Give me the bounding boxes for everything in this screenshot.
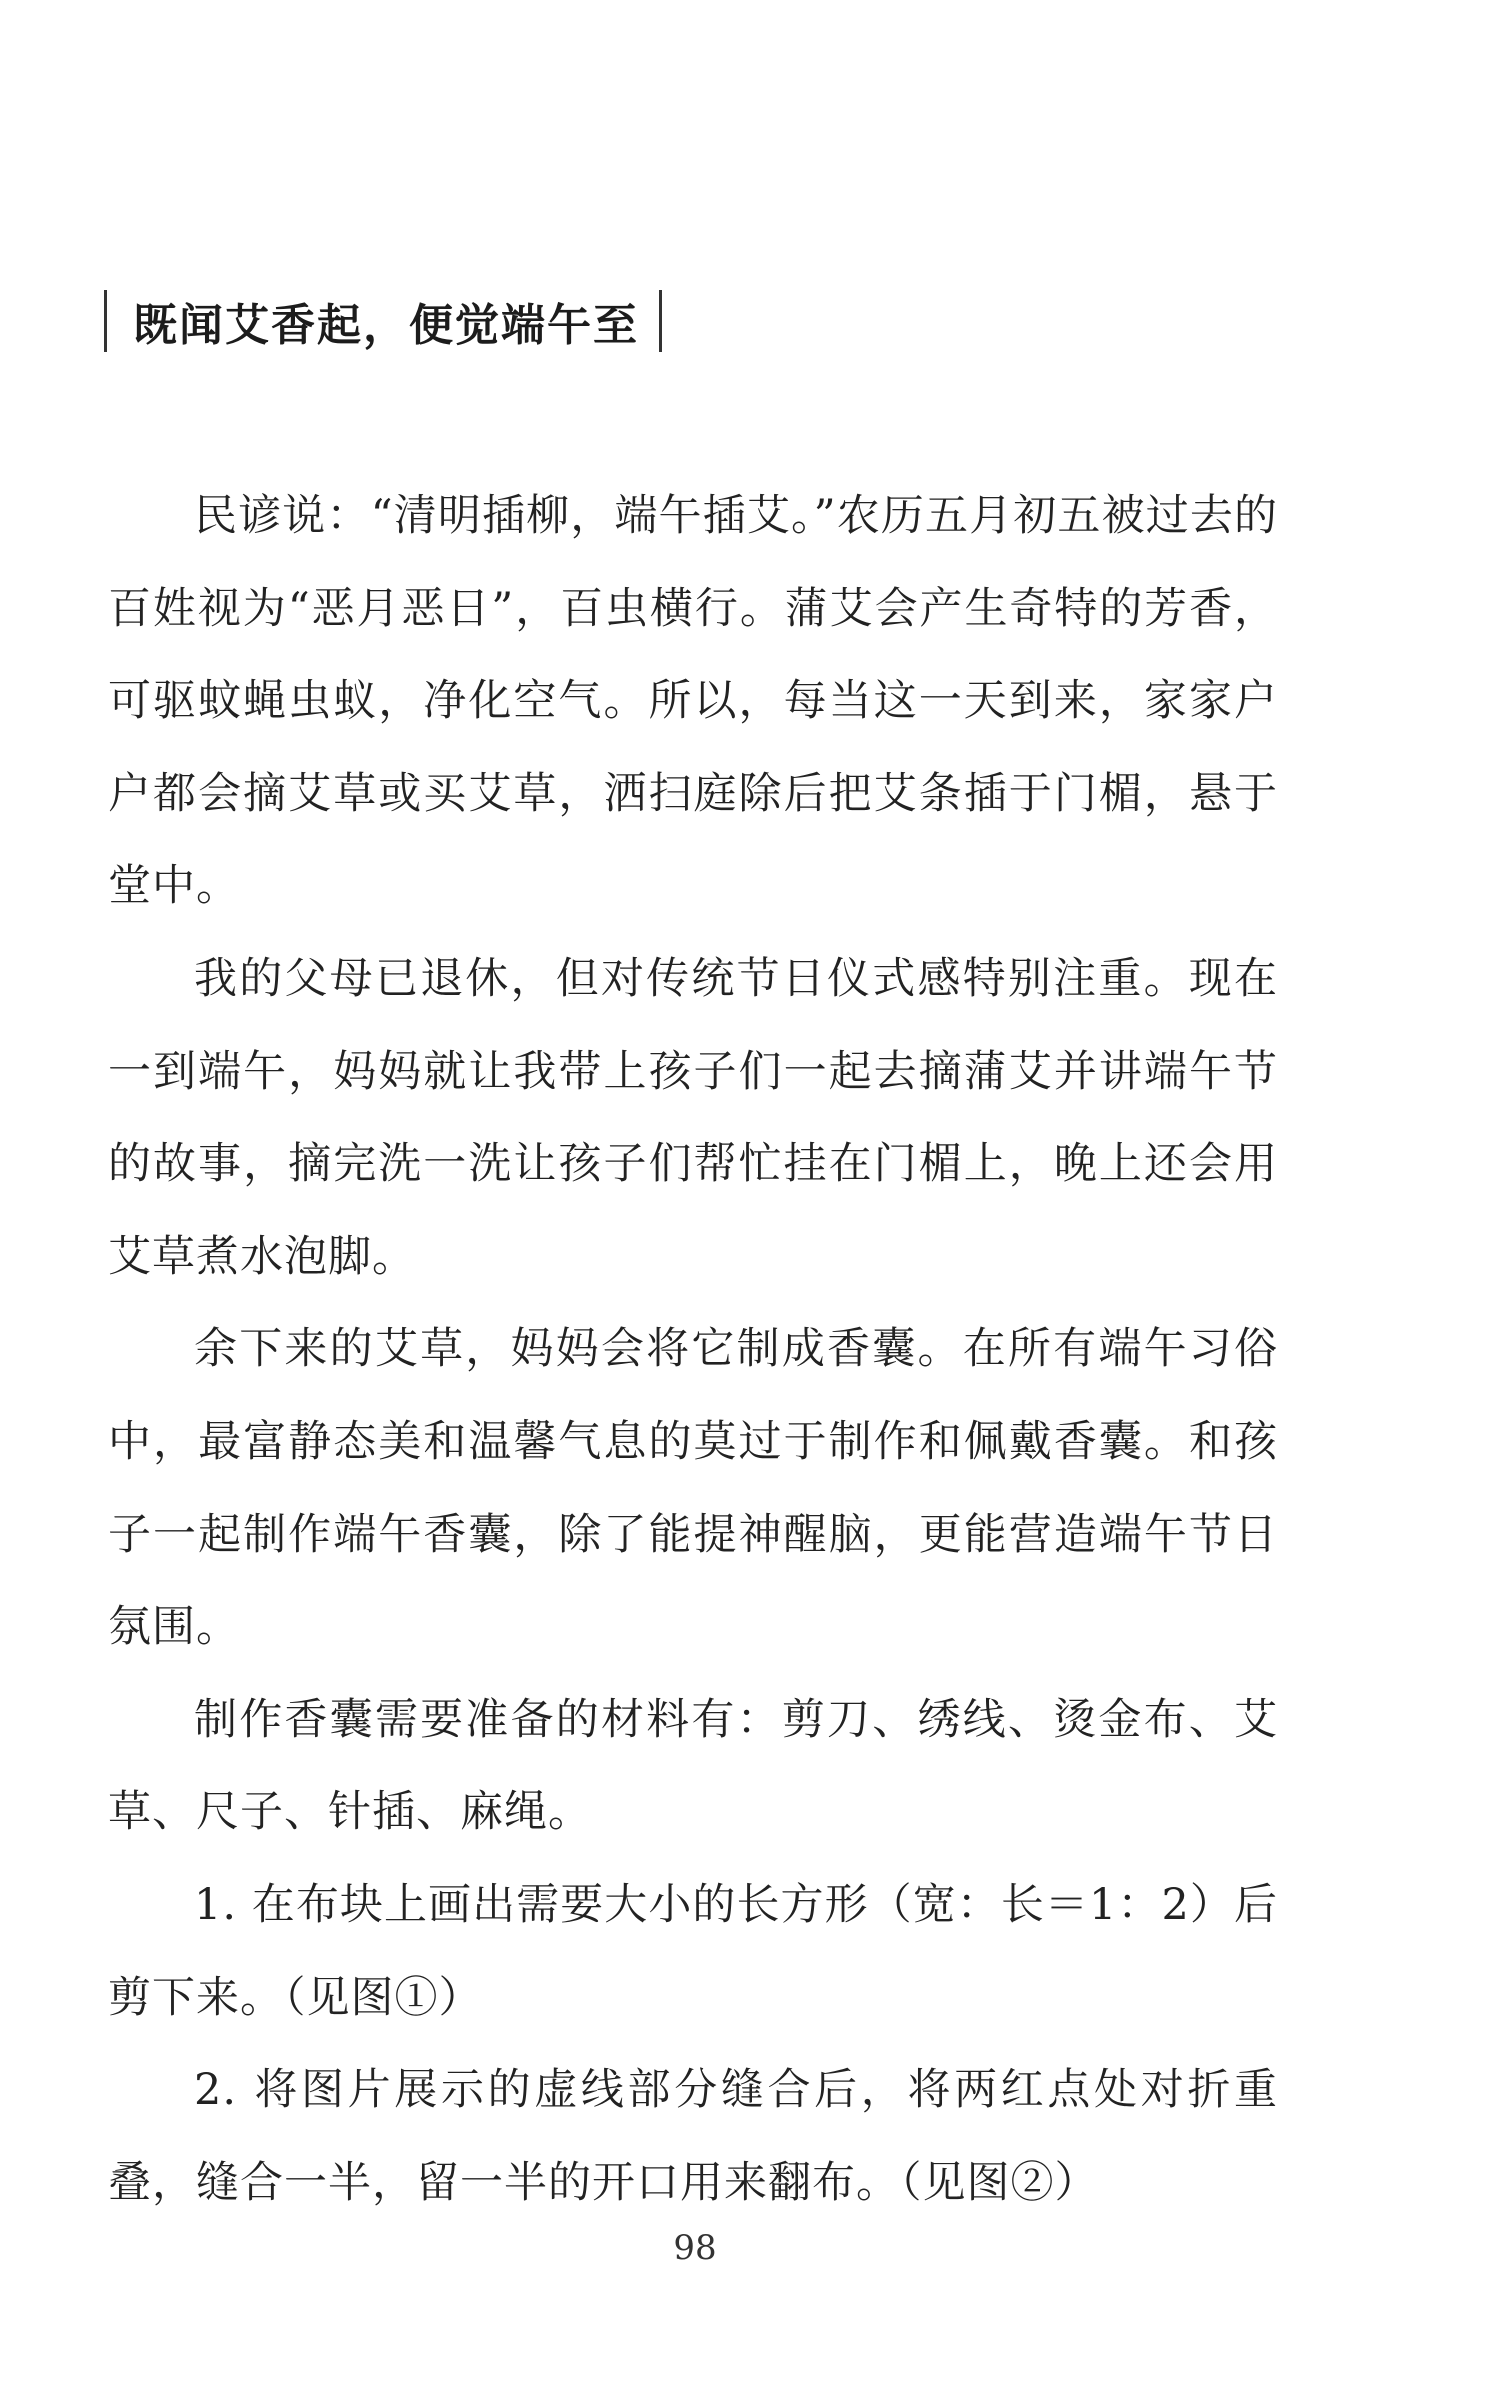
- paragraph-materials: 制作香囊需要准备的材料有：剪刀、绣线、烫金布、艾草、尺子、针插、麻绳。: [108, 1694, 1278, 1838]
- paragraph-intro: 民谚说：“清明插柳，端午插艾。”农历五月初五被过去的百姓视为“恶月恶日”，百虫横行。蒲艾会产生奇特的芳香，可驱蚊蝇虫蚁，净化空气。所以，每当这一天到来，家家户户都会摘艾草或买艾草，洒扫庭除后把艾条插于门楣，悬于堂中。: [108, 491, 1278, 912]
- paragraph-sachet: 余下来的艾草，妈妈会将它制成香囊。在所有端午习俗中，最富静态美和温馨气息的莫过于制作和佩戴香囊。和孩子一起制作端午香囊，除了能提神醒脑，更能营造端午节日氛围。: [108, 1324, 1278, 1653]
- title-right-bar: [659, 290, 662, 352]
- section-title: [104, 282, 662, 360]
- section-title-text: 既闻艾香起，便觉端午至: [133, 300, 639, 351]
- body-text: [108, 470, 1278, 2229]
- paragraph-step-2: 2. 将图片展示的虚线部分缝合后，将两红点处对折重叠，缝合一半，留一半的开口用来翻布。（见图②）: [108, 2065, 1278, 2208]
- page-number: 98: [673, 2228, 717, 2268]
- paragraph-parents: 我的父母已退休，但对传统节日仪式感特别注重。现在一到端午，妈妈就让我带上孩子们一起去摘蒲艾并讲端午节的故事，摘完洗一洗让孩子们帮忙挂在门楣上，晚上还会用艾草煮水泡脚。: [108, 953, 1278, 1282]
- paragraph-step-1: 1. 在布块上画出需要大小的长方形（宽：长＝1：2）后剪下来。（见图①）: [108, 1879, 1278, 2023]
